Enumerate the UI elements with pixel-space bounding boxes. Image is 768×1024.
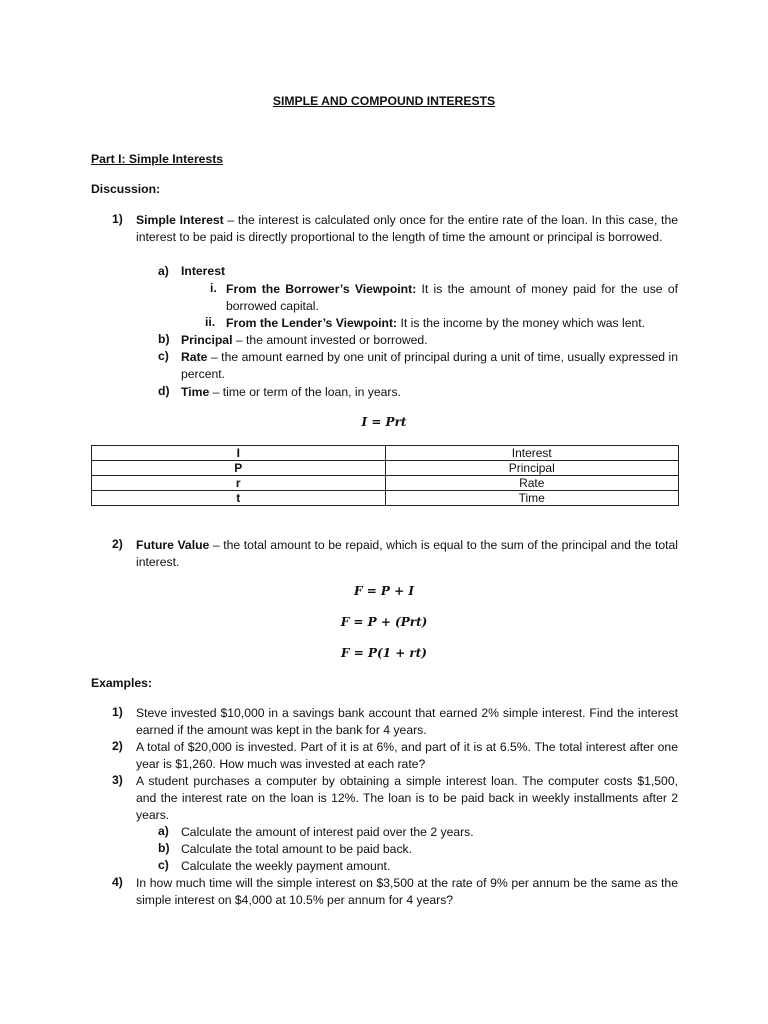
table-row	[92, 476, 679, 491]
examples-heading: Examples:	[91, 676, 152, 690]
borrower-viewpoint	[226, 281, 678, 315]
table-row	[92, 446, 679, 461]
sub-letter: a)	[158, 824, 169, 838]
simple-interest-formula: I = Prt	[361, 415, 407, 429]
future-value-formula: F = P(1 + rt)	[341, 646, 427, 660]
meaning-cell: Interest	[385, 446, 679, 461]
example-number: 3)	[112, 773, 123, 787]
sub-letter: b)	[158, 332, 170, 346]
term: Rate	[181, 350, 208, 364]
simple-interest-definition	[136, 212, 678, 246]
sub-letter: c)	[158, 349, 169, 363]
table-row	[92, 461, 679, 476]
symbol-cell: t	[92, 491, 386, 506]
term: Principal	[181, 333, 233, 347]
example-number: 2)	[112, 739, 123, 753]
meaning-cell: Principal	[385, 461, 679, 476]
term: From the Borrower’s Viewpoint:	[226, 282, 417, 296]
symbol-cell: I	[92, 446, 386, 461]
definition-text: – the total amount to be repaid, which is equal to the sum of the principal and the total interest.	[136, 538, 678, 569]
example-subtask: Calculate the total amount to be paid back.	[181, 842, 413, 856]
definition-text: It is the income by the money which was lent.	[397, 316, 646, 330]
definition-text: – the amount invested or borrowed.	[232, 333, 428, 347]
table-row	[92, 491, 679, 506]
principal-definition	[181, 332, 678, 349]
example-number: 1)	[112, 705, 123, 719]
sub-letter: b)	[158, 841, 170, 855]
document-title: SIMPLE AND COMPOUND INTERESTS	[272, 94, 496, 108]
lender-viewpoint	[226, 315, 678, 332]
example-subtask: Calculate the weekly payment amount.	[181, 859, 391, 873]
definition-text: – the interest is calculated only once for the entire rate of the loan. In this case, the interest to be paid is directly proportional to the length of time the amount or principal is borrowed.	[136, 213, 678, 244]
term: Future Value	[136, 538, 210, 552]
discussion-heading: Discussion:	[91, 182, 161, 196]
future-value-definition	[136, 537, 678, 571]
part1-heading: Part I: Simple Interests	[91, 152, 224, 166]
example-text: A student purchases a computer by obtaining a simple interest loan. The computer costs $1,500, and the interest rate on the loan is 12%. The loan is to be paid back in weekly installments after 2 years.	[136, 774, 678, 822]
sub-letter: c)	[158, 858, 169, 872]
definition-text: – time or term of the loan, in years.	[209, 385, 401, 399]
symbol-cell: P	[92, 461, 386, 476]
example-text: Steve invested $10,000 in a savings bank account that earned 2% simple interest. Find the interest earned if the amount was kept in the bank for 4 years.	[136, 706, 678, 737]
variables-table	[91, 445, 679, 506]
roman-numeral: i.	[210, 281, 217, 295]
sub-letter: a)	[158, 264, 169, 278]
example-text: A total of $20,000 is invested. Part of it is at 6%, and part of it is at 6.5%. The total interest after one year is $1,260. How much was invested at each rate?	[136, 740, 678, 771]
item-number: 2)	[112, 537, 123, 551]
example-number: 4)	[112, 875, 123, 889]
item-number: 1)	[112, 212, 123, 226]
definition-text: It is the amount of money paid for the use of borrowed capital.	[226, 282, 678, 313]
example-subtask: Calculate the amount of interest paid over the 2 years.	[181, 825, 474, 839]
interest-term: Interest	[181, 264, 226, 278]
rate-definition	[181, 349, 678, 383]
roman-numeral: ii.	[205, 315, 216, 329]
term: Simple Interest	[136, 213, 224, 227]
symbol-cell: r	[92, 476, 386, 491]
sub-letter: d)	[158, 384, 170, 398]
meaning-cell: Rate	[385, 476, 679, 491]
term: Time	[181, 385, 210, 399]
example-text: In how much time will the simple interest on $3,500 at the rate of 9% per annum be the same as the simple interest on $4,000 at 10.5% per annum for 4 years?	[136, 876, 678, 907]
future-value-formula: F = P + I	[354, 584, 414, 598]
time-definition	[181, 384, 678, 401]
meaning-cell: Time	[385, 491, 679, 506]
definition-text: – the amount earned by one unit of principal during a unit of time, usually expressed in percent.	[181, 350, 678, 381]
term: From the Lender’s Viewpoint:	[226, 316, 398, 330]
future-value-formula: F = P + (Prt)	[340, 615, 428, 629]
